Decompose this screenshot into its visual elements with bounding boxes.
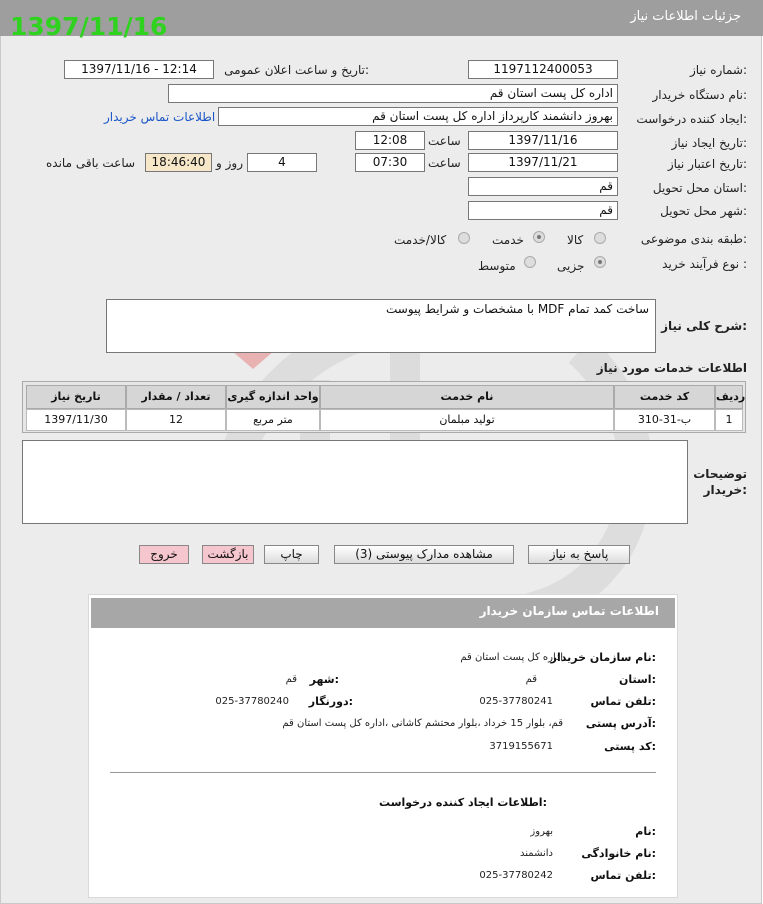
buyer-field: اداره کل پست استان قم — [168, 84, 618, 103]
province-label: استان محل تحویل: — [652, 181, 747, 195]
address-value: قم، بلوار 15 خرداد ،بلوار محتشم کاشانی ،اداره کل پست استان قم — [282, 718, 563, 729]
table-cell-service-name: تولید مبلمان — [320, 409, 614, 431]
category-goods-label: کالا — [567, 233, 584, 247]
creator-family-label: نام خانوادگی: — [581, 847, 656, 860]
creator-label: ایجاد کننده درخواست: — [636, 112, 747, 126]
back-button[interactable]: بازگشت — [202, 545, 254, 564]
purchase-medium-label: متوسط — [478, 259, 516, 273]
summary-box: ساخت کمد تمام MDF با مشخصات و شرایط پیوست — [106, 299, 656, 353]
days-remaining-field: 4 — [247, 153, 317, 172]
create-date-label: تاریخ ایجاد نیاز: — [671, 136, 747, 150]
view-attachments-button[interactable]: مشاهده مدارک پیوستی (3) — [334, 545, 514, 564]
date-stamp: 1397/11/16 — [10, 12, 168, 41]
creator-name-value: بهروز — [530, 826, 553, 837]
days-label: روز و — [216, 156, 243, 170]
province-field: قم — [468, 177, 618, 196]
purchase-minor-radio[interactable] — [594, 256, 606, 268]
fax-label: دورنگار: — [308, 695, 353, 708]
category-goods-radio[interactable] — [594, 232, 606, 244]
org-value: اداره کل پست استان قم — [460, 652, 563, 663]
category-both-label: کالا/خدمت — [394, 233, 447, 247]
creator-field: بهروز دانشمند کارپرداز اداره کل پست استان قم — [218, 107, 618, 126]
contact-city-label: شهر: — [309, 673, 339, 686]
contact-divider — [110, 772, 656, 773]
table-cell-need-date: 1397/11/30 — [26, 409, 126, 431]
address-label: آدرس پستی: — [585, 717, 656, 730]
postal-code-label: کد پستی: — [604, 740, 656, 753]
org-label: نام سازمان خریدار: — [550, 651, 656, 664]
creator-phone-label: تلفن تماس: — [590, 869, 656, 882]
announce-field: 1397/11/16 - 12:14 — [64, 60, 214, 79]
buyer-contact-link[interactable]: اطلاعات تماس خریدار — [104, 110, 216, 124]
purchase-type-label: نوع فرآیند خرید : — [662, 257, 747, 271]
table-cell-quantity: 12 — [126, 409, 226, 431]
announce-label: تاریخ و ساعت اعلان عمومی: — [224, 63, 369, 77]
creator-name-label: نام: — [635, 825, 656, 838]
creator-info-title: اطلاعات ایجاد کننده درخواست: — [379, 796, 547, 809]
city-field: قم — [468, 201, 618, 220]
contact-province-value: قم — [525, 674, 537, 685]
validity-time-field: 07:30 — [355, 153, 425, 172]
category-service-radio[interactable] — [533, 231, 545, 243]
page-title: جزئیات اطلاعات نیاز — [630, 9, 741, 24]
create-date-field: 1397/11/16 — [468, 131, 618, 150]
header-quantity: تعداد / مقدار — [126, 385, 226, 409]
header-need-date: تاریخ نیاز — [26, 385, 126, 409]
category-both-radio[interactable] — [458, 232, 470, 244]
validity-time-label: ساعت — [428, 156, 461, 170]
table-cell-unit: متر مربع — [226, 409, 320, 431]
remaining-label: ساعت باقی مانده — [46, 156, 136, 170]
purchase-minor-label: جزیی — [557, 259, 585, 273]
validity-date-field: 1397/11/21 — [468, 153, 618, 172]
print-button[interactable]: چاپ — [264, 545, 319, 564]
need-number-label: شماره نیاز: — [689, 63, 747, 77]
create-time-label: ساعت — [428, 134, 461, 148]
contact-province-label: استان: — [618, 673, 656, 686]
notes-box — [22, 440, 688, 524]
category-service-label: خدمت — [492, 233, 524, 247]
city-label: شهر محل تحویل: — [660, 204, 747, 218]
contact-panel-title: اطلاعات تماس سازمان خریدار — [479, 604, 659, 618]
header-service-code: کد خدمت — [614, 385, 715, 409]
phone-value: 025-37780241 — [479, 696, 553, 707]
remaining-time-field: 18:46:40 — [145, 153, 212, 172]
fax-value: 025-37780240 — [215, 696, 289, 707]
create-time-field: 12:08 — [355, 131, 425, 150]
services-title: اطلاعات خدمات مورد نیاز — [596, 361, 747, 375]
creator-family-value: دانشمند — [520, 848, 553, 859]
purchase-medium-radio[interactable] — [524, 256, 536, 268]
header-unit: واحد اندازه گیری — [226, 385, 320, 409]
category-label: طبقه بندی موضوعی: — [640, 232, 747, 246]
exit-button[interactable]: خروج — [139, 545, 189, 564]
phone-label: تلفن تماس: — [590, 695, 656, 708]
creator-phone-value: 025-37780242 — [479, 870, 553, 881]
header-row-number: ردیف — [715, 385, 743, 409]
table-cell-service-code: ب-31-310 — [614, 409, 715, 431]
buyer-label: نام دستگاه خریدار: — [652, 88, 747, 102]
table-row-number: 1 — [715, 409, 743, 431]
reply-button[interactable]: پاسخ به نیاز — [528, 545, 630, 564]
validity-date-label: تاریخ اعتبار نیاز: — [667, 157, 747, 171]
need-number-field: 1197112400053 — [468, 60, 618, 79]
summary-label: شرح کلی نیاز: — [661, 319, 747, 333]
postal-code-value: 3719155671 — [489, 741, 553, 752]
contact-city-value: قم — [285, 674, 297, 685]
header-service-name: نام خدمت — [320, 385, 614, 409]
notes-label: توضیحات خریدار: — [693, 467, 747, 497]
